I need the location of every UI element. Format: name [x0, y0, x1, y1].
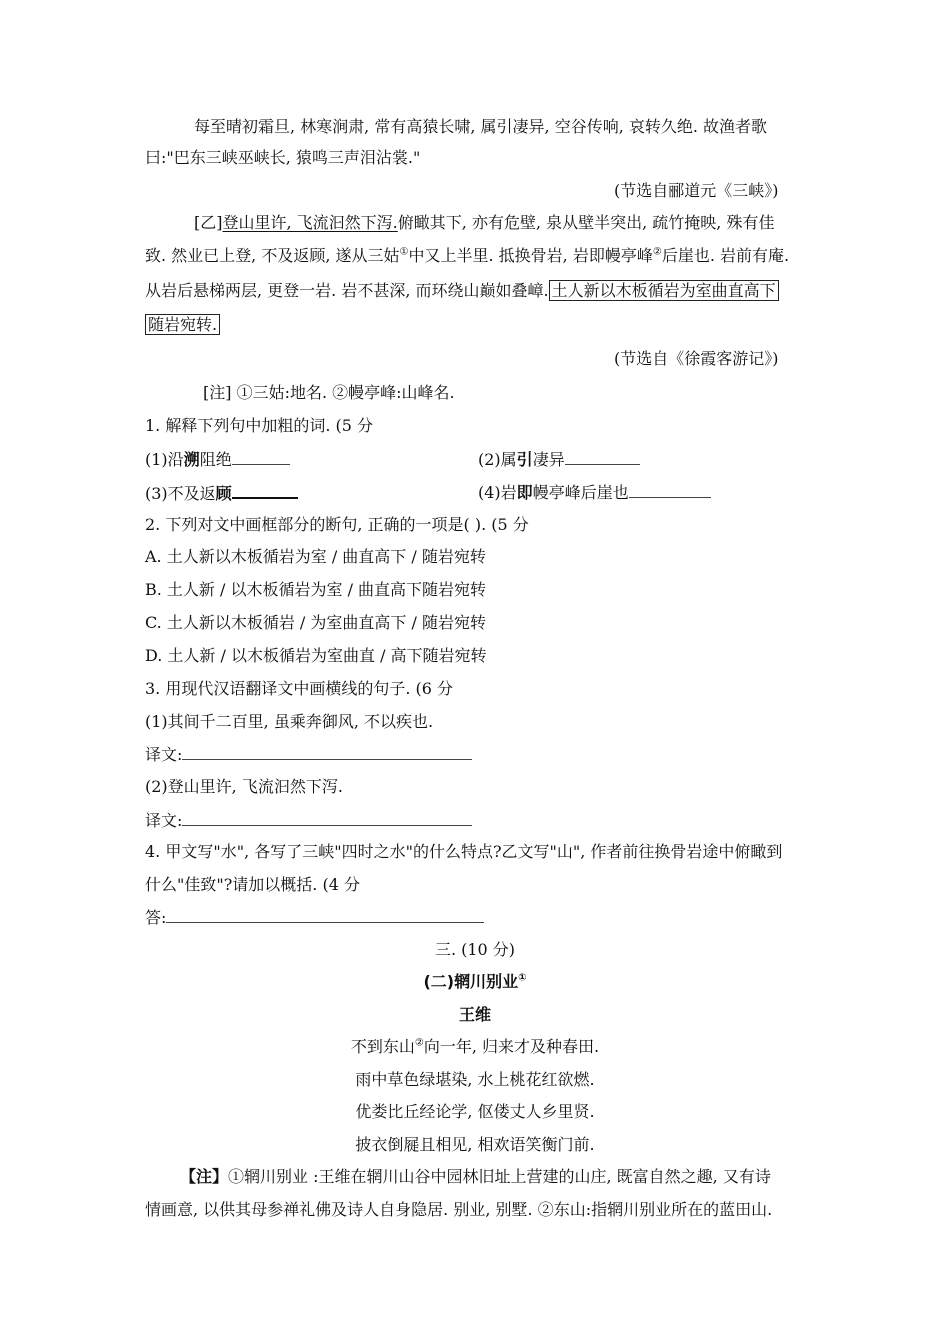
question-3-answer-2	[145, 809, 472, 832]
text: 致. 然业已上登, 不及返顾, 遂从三姑	[145, 246, 400, 265]
poem-title	[0, 971, 950, 993]
text: 阻绝	[199, 450, 232, 469]
passage-yi-label: [乙]	[194, 213, 223, 232]
answer-blank[interactable]	[232, 448, 290, 465]
passage-yi-line1	[194, 212, 774, 234]
text: ①辋川别业 :王维在辋川山谷中园林旧址上营建的山庄, 既富自然之趣, 又有诗	[228, 1167, 771, 1186]
text: 后崖也. 岩前有庵.	[661, 246, 790, 265]
question-3-answer-1	[145, 743, 472, 766]
question-1-item-3	[145, 481, 298, 505]
text: 中又上半里. 抵换骨岩, 岩即幔亭峰	[408, 246, 653, 265]
bold-word: 顾	[215, 484, 232, 503]
text: (1)沿	[145, 450, 184, 469]
answer-line[interactable]	[182, 743, 472, 760]
passage-yi-notes: [注] ①三姑:地名. ②幔亭峰:山峰名.	[203, 383, 455, 402]
question-2-option-c[interactable]: C. 土人新以木板循岩 / 为室曲直高下 / 随岩宛转	[145, 613, 486, 632]
question-3-stem: 3. 用现代汉语翻译文中画横线的句子. (6 分	[145, 679, 454, 698]
text: (二)辋川别业	[423, 972, 519, 991]
passage-yi-line4	[145, 314, 220, 336]
bold-word: 即	[516, 483, 533, 502]
text: 向一年, 归来才及种春田.	[423, 1037, 600, 1056]
passage-jia-line2: 曰:"巴东三峡巫峡长, 猿鸣三声泪沾裳."	[145, 148, 421, 167]
poem-line-4: 披衣倒屣且相见, 相欢语笑衡门前.	[355, 1135, 595, 1154]
poem-line-2: 雨中草色绿堪染, 水上桃花红欲燃.	[355, 1070, 595, 1089]
note-mark: ②	[414, 1037, 424, 1049]
poem-note-line2: 情画意, 以供其母参禅礼佛及诗人自身隐居. 别业, 别墅. ②东山:指辋川别业所在的蓝田山.	[145, 1200, 773, 1219]
question-4-line1: 4. 甲文写"水", 各写了三峡"四时之水"的什么特点?乙文写"山", 作者前往换骨岩途中俯瞰到	[145, 842, 783, 861]
text: 不到东山	[350, 1037, 415, 1056]
answer-blank[interactable]	[565, 448, 640, 465]
poem-author: 王维	[458, 1005, 491, 1024]
question-2-option-a[interactable]: A. 土人新以木板循岩为室 / 曲直高下 / 随岩宛转	[145, 547, 486, 566]
question-3-sentence-2: (2)登山里许, 飞流汩然下泻.	[145, 777, 343, 796]
poem-note-line1	[180, 1166, 771, 1188]
note-label: 【注】	[180, 1167, 229, 1186]
question-1-stem: 1. 解释下列句中加粗的词. (5 分	[145, 416, 374, 435]
answer-blank[interactable]	[629, 481, 711, 498]
passage-yi-line2	[145, 245, 789, 267]
passage-yi-line3	[145, 280, 779, 302]
answer-label: 答:	[145, 908, 167, 927]
question-1-item-2	[478, 448, 640, 471]
passage-yi-line1-rest: 俯瞰其下, 亦有危壁, 泉从壁半突出, 疏竹掩映, 殊有佳	[397, 213, 775, 232]
text: 从岩后悬梯两层, 更登一岩. 岩不甚深, 而环绕山巅如叠嶂.	[145, 281, 549, 300]
question-4-line2: 什么"佳致"?请加以概括. (4 分	[145, 875, 360, 894]
question-3-sentence-1: (1)其间千二百里, 虽乘奔御风, 不以疾也.	[145, 712, 434, 731]
note-mark-1: ①	[399, 246, 409, 258]
question-4-answer	[145, 906, 484, 929]
question-2-stem: 2. 下列对文中画框部分的断句, 正确的一项是( ). (5 分	[145, 515, 529, 534]
passage-jia-line1: 每至晴初霜旦, 林寒涧肃, 常有高猿长啸, 属引凄异, 空谷传响, 哀转久绝. 故渔者歌	[194, 117, 768, 136]
question-1-item-1	[145, 448, 290, 471]
text: (2)属	[478, 450, 517, 469]
text: (3)不及返	[145, 484, 216, 503]
answer-line[interactable]	[182, 809, 472, 826]
passage-yi-source: (节选自《徐霞客游记》)	[614, 349, 779, 368]
poem-line-3: 优娄比丘经论学, 伛偻丈人乡里贤.	[355, 1102, 595, 1121]
section-3-heading: 三. (10 分)	[434, 940, 516, 959]
question-2-option-b[interactable]: B. 土人新 / 以木板循岩为室 / 曲直高下随岩宛转	[145, 580, 487, 599]
bold-word: 引	[516, 450, 533, 469]
question-2-option-d[interactable]: D. 土人新 / 以木板循岩为室曲直 / 高下随岩宛转	[145, 646, 487, 665]
answer-blank[interactable]	[232, 481, 298, 499]
boxed-sentence-part2: 随岩宛转.	[145, 314, 220, 335]
note-mark-2: ②	[652, 246, 662, 258]
passage-jia-source: (节选自郦道元《三峡》)	[614, 181, 779, 200]
note-mark: ①	[518, 972, 527, 984]
answer-line[interactable]	[166, 906, 484, 923]
text: (4)岩	[478, 483, 517, 502]
bold-word: 溯	[183, 450, 200, 469]
boxed-sentence-part1: 土人新以木板循岩为室曲直高下	[549, 280, 779, 301]
answer-label: 译文:	[145, 745, 183, 764]
question-1-item-4	[478, 481, 711, 504]
text: 凄异	[532, 450, 565, 469]
answer-label: 译文:	[145, 811, 183, 830]
underlined-sentence: 登山里许, 飞流汩然下泻.	[222, 213, 398, 232]
text: 幔亭峰后崖也	[532, 483, 629, 502]
poem-line-1	[0, 1036, 950, 1058]
